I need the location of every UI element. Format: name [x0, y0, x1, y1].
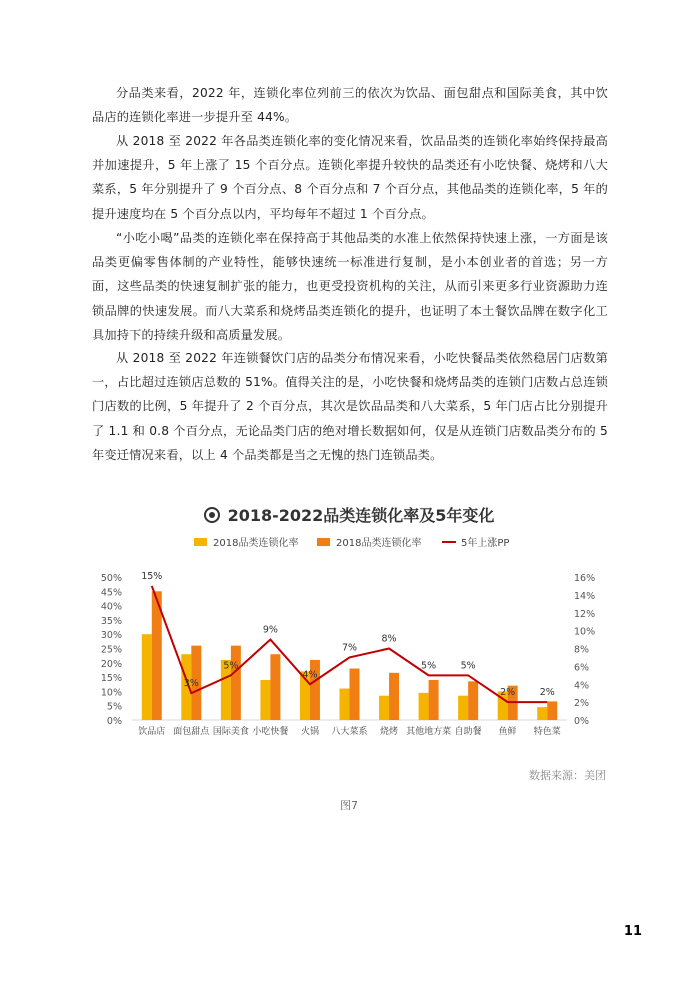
legend-swatch-1: [194, 538, 207, 546]
source-note: 数据来源：美团: [529, 769, 606, 782]
y-axis-left: [101, 573, 122, 727]
bar-series2-11: [547, 701, 557, 720]
y-left-tick-label: 5%: [106, 701, 122, 713]
line-data-label-4: 9%: [262, 624, 278, 636]
x-tick-label-6: 八大菜系: [331, 727, 368, 737]
x-tick-label-9: 自助餐: [454, 727, 482, 737]
line-data-label-1: 15%: [141, 570, 163, 582]
x-tick-label-4: 小吃快餐: [252, 727, 289, 737]
y-right-tick-label: 10%: [574, 626, 596, 638]
y-right-tick-label: 2%: [574, 698, 590, 710]
y-left-tick-label: 15%: [100, 673, 122, 685]
bar-series2-3: [231, 646, 241, 720]
chart-legend: [194, 536, 509, 549]
y-left-tick-label: 45%: [100, 587, 122, 599]
page-number: 11: [623, 924, 642, 939]
y-right-tick-label: 14%: [574, 590, 596, 602]
line-data-label-8: 5%: [421, 660, 437, 672]
bar-series1-7: [379, 696, 389, 720]
bar-series1-1: [142, 634, 152, 720]
x-tick-label-3: 国际美食: [212, 727, 249, 737]
line-data-label-2: 3%: [183, 678, 199, 690]
y-left-tick-label: 20%: [100, 658, 122, 670]
x-tick-label-11: 特色菜: [533, 727, 561, 737]
bar-series1-8: [419, 693, 429, 720]
line-data-label-3: 5%: [223, 660, 239, 672]
paragraph-3: “小吃小喝”品类的连锁化率在保持高于其他品类的水准上依然保持快速上涨，一方面是该品类更偏零售体制的产业特性，能够快速统一标准进行复制，是小本创业者的首选；另一方面，这些品类的快速复制扩张的能力，也更受投资机构的关注，从而引来更多行业资源助力连锁品牌的快速发展。而八大菜系和烧烤品类连锁化的提升，也证明了本土餐饮品牌在数字化工具加持下的持续升级和高质量发展。: [92, 231, 608, 342]
y-left-tick-label: 10%: [100, 687, 122, 699]
figure-caption: 图7: [340, 799, 358, 812]
bar-series1-9: [458, 696, 468, 720]
bar-series1-11: [537, 707, 547, 720]
line-data-label-9: 5%: [460, 660, 476, 672]
y-right-tick-label: 0%: [574, 716, 590, 727]
chart-bars: [142, 591, 557, 720]
bar-line-chart: [0, 525, 698, 740]
y-right-tick-label: 4%: [574, 680, 590, 692]
paragraph-1: 分品类来看，2022 年，连锁化率位列前三的依次为饮品、面包甜点和国际美食，其中饮品店的连锁化率进一步提升至 44%。: [92, 86, 608, 125]
x-tick-label-1: 饮品店: [138, 727, 166, 737]
legend-swatch-2: [317, 538, 330, 546]
x-axis-labels: [138, 725, 560, 737]
line-data-label-10: 2%: [500, 687, 516, 699]
chart-title-row: [0, 503, 698, 526]
y-left-tick-label: 30%: [100, 630, 122, 642]
chart-title: 2018-2022品类连锁化率及5年变化: [227, 506, 495, 525]
bar-series2-9: [468, 681, 478, 720]
bar-series1-6: [340, 689, 350, 720]
line-data-label-6: 7%: [341, 642, 358, 654]
line-data-label-7: 8%: [381, 633, 397, 645]
y-left-tick-label: 50%: [100, 573, 122, 584]
y-left-tick-label: 35%: [100, 615, 122, 627]
y-right-tick-label: 16%: [574, 573, 596, 584]
y-right-tick-label: 8%: [574, 644, 590, 656]
line-data-label-11: 2%: [539, 687, 555, 699]
y-axis-right: [574, 573, 595, 727]
legend-label-3: 5年上涨PP: [461, 538, 510, 549]
y-right-tick-label: 12%: [574, 608, 596, 620]
legend-label-2: 2018品类连锁化率: [336, 538, 422, 549]
bar-series2-7: [389, 673, 399, 720]
x-tick-label-10: 鱼鲜: [498, 727, 517, 737]
bar-series1-4: [260, 680, 270, 720]
bar-series2-4: [270, 654, 280, 720]
paragraph-4: 从 2018 至 2022 年连锁餐饮门店的品类分布情况来看，小吃快餐品类依然稳居门店数第一，占比超过连锁店总数的 51%。值得关注的是，小吃快餐和烧烤品类的连锁门店数占总连锁门店数的比例，5 年提升了 2 个百分点，其次是饮品品类和八大菜系，5 年门店占比分别提升了 1.1 和 0.8 个百分点，无论品类门店的绝对增长数据如何，仅是从连锁门店数品类分布的 5 年变迁情况来看，以上 4 个品类都是当之无愧的热门连锁品类。: [92, 351, 608, 462]
paragraph-2: 从 2018 至 2022 年各品类连锁化率的变化情况来看，饮品品类的连锁化率始终保持最高并加速提升，5 年上涨了 15 个百分点。连锁化率提升较快的品类还有小吃快餐、烧烤和八大菜系，5 年分别提升了 9 个百分点、8 个百分点和 7 个百分点，其他品类的连锁化率，5 年的提升速度均在 5 个百分点以内，平均每年不超过 1 个百分点。: [92, 134, 608, 221]
x-tick-label-5: 火锅: [300, 727, 319, 737]
y-left-tick-label: 25%: [100, 644, 122, 656]
x-tick-label-7: 烧烤: [380, 727, 399, 737]
line-data-label-5: 4%: [302, 669, 318, 681]
x-tick-label-8: 其他地方菜: [406, 727, 452, 737]
bar-series2-6: [350, 669, 360, 720]
legend-label-1: 2018品类连锁化率: [213, 538, 299, 549]
target-icon: [204, 507, 220, 523]
y-left-tick-label: 40%: [100, 601, 122, 613]
y-right-tick-label: 6%: [574, 662, 590, 674]
x-tick-label-2: 面包甜点: [173, 727, 210, 737]
y-left-tick-label: 0%: [106, 716, 122, 727]
trend-line: [141, 571, 555, 702]
bar-series2-8: [429, 680, 439, 720]
